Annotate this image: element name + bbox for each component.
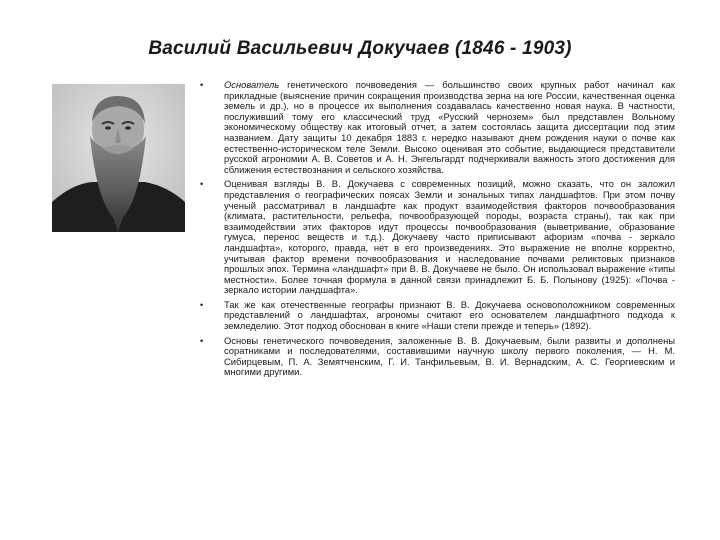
bullet-list [200, 80, 675, 378]
list-item [200, 300, 675, 332]
portrait-photo [52, 84, 185, 232]
portrait-illustration [52, 84, 185, 232]
list-item [200, 80, 675, 175]
page-title: Василий Васильевич Докучаев (1846 - 1903) [148, 38, 572, 59]
list-item [200, 336, 675, 378]
bullet-text: генетического почвоведения — большинство своих крупных работ начинал как прикладные (выяснение причин сокращения производства зерна на юге России, качественная оценка земель и др.), но в процессе их выполнения создавалась качественно новая наука. В частности, послуживший тому его классический труд «Русский чернозем» был представлен Вольному экономическому обществу как итоговый отчет, а затем состоялась защита диссертации под этим названием. Дату защиты 10 декабря 1883 г. нередко называют днем рождения науки о почве как естественно-историческом теле Земли. Высоко оценивая это событие, выдающиеся представители русской агрономии А. В. Советов и А. Н. Энгельгардт подчеркивали важность этого достижения для сближения естествознания и сельского хозяйства. [224, 79, 675, 175]
bullet-text: Основы генетического почвоведения, заложенные В. В. Докучаевым, были развиты и дополнены соратниками и последователями, составившими научную школу первого поколения, — Н. М. Сибирцевым, П. А. Земятченским, Г. И. Танфильевым, В. И. Вернадским, А. С. Георгиевским и многими другими. [224, 334, 675, 378]
text-content [200, 80, 675, 382]
bullet-icon: • [200, 299, 204, 310]
bullet-text: Так же как отечественные географы признают В. В. Докучаева основоположником современных представлений о ландшафтах, агрономы считают его основателем ландшафтного подхода к земледелию. Этот подход обоснован в книге «Наши степи прежде и теперь» (1892). [224, 298, 675, 332]
bullet-text: Оценивая взгляды В. В. Докучаева с современных позиций, можно сказать, что он заложил представления о географических поясах Земли и зональных типах ландшафтов. При этом почву ученый рассматривал в ландшафте как продукт взаимодействия факторов почвообразования (климата, растительности, рельефа, почвообразующей породы, возраста страны), так как при взаимодействии этих факторов идут процессы почвообразования (выветривание, образование гумуса, перенос веществ и т.д.). Докучаеву часто приписывают афоризм «почва - зеркало ландшафта», которого, правда, нет в его произведениях. Это выражение не вполне корректно, учитывая фактор времени почвообразования и наследование почвами реликтовых признаков прошлых эпох. Термина «ландшафт» при В. В. Докучаеве не было. Он использовал выражение «типы местности». Более точная формула в данной связи принадлежит Б. Б. Полынову (1925): «Почва - зеркало истории ландшафта». [224, 178, 675, 296]
list-item [200, 179, 675, 296]
bullet-icon: • [200, 335, 204, 346]
bullet-icon: • [200, 179, 204, 190]
bullet-lead: Основатель [224, 79, 280, 90]
bullet-icon: • [200, 80, 204, 90]
